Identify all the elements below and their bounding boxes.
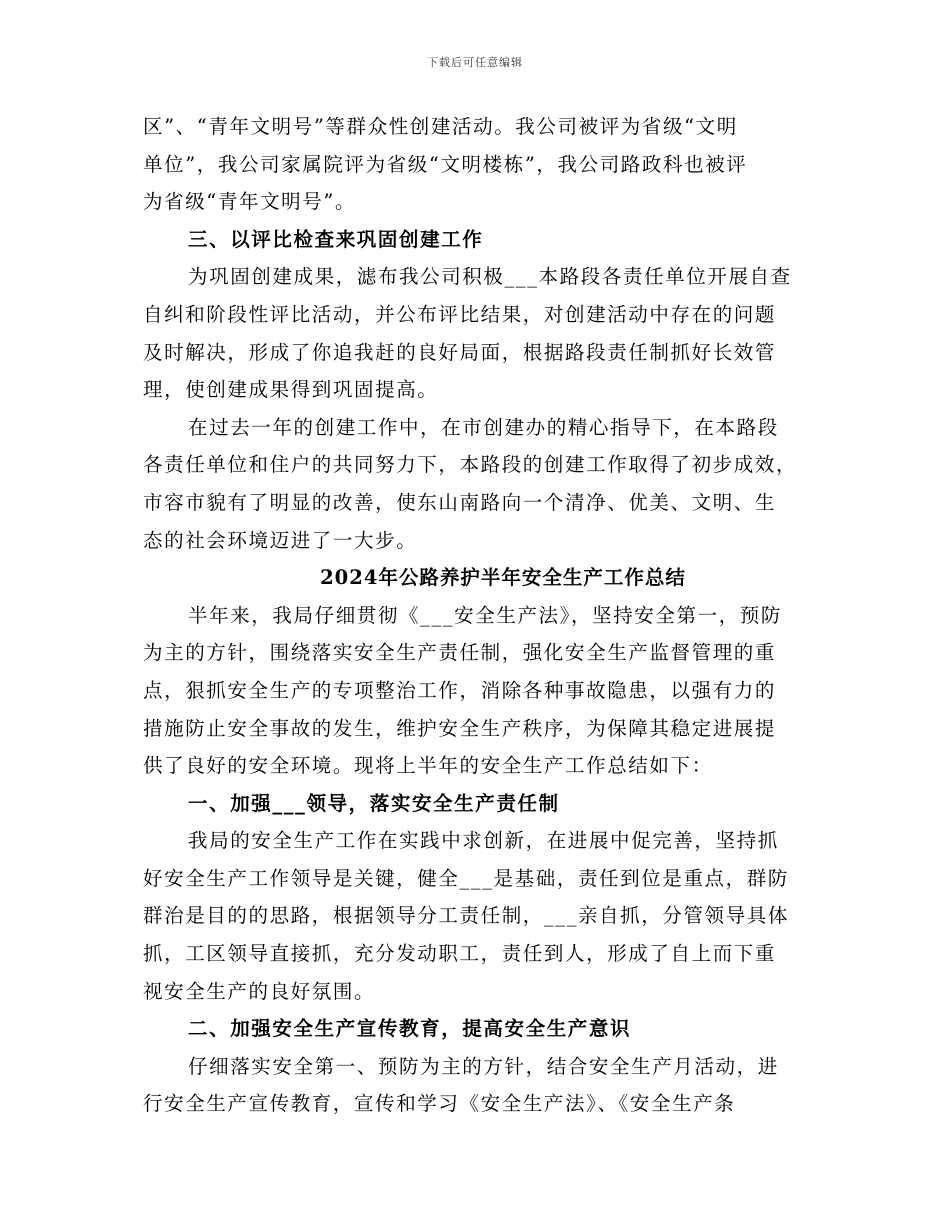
paragraph-line: 自纠和阶段性评比活动，并公布评比结果，对创建活动中存在的问题 bbox=[143, 302, 777, 326]
paragraph bbox=[143, 822, 823, 1010]
paragraph-line: 好安全生产工作领导是关键，健全___是基础，责任到位是重点，群防 bbox=[143, 866, 789, 890]
paragraph-line: 区”、“青年文明号”等群众性创建活动。我公司被评为省级“文明 bbox=[143, 115, 738, 138]
paragraph-line: 半年来，我局仔细贯彻《___安全生产法》，坚持安全第一，预防 bbox=[188, 603, 783, 627]
section-heading: 二、加强安全生产宣传教育，提高安全生产意识 bbox=[188, 1017, 632, 1041]
paragraph-line: 为省级“青年文明号”。 bbox=[143, 190, 357, 214]
paragraph-line: 及时解决，形成了你追我赶的良好局面，根据路段责任制抓好长效管 bbox=[143, 340, 777, 364]
paragraph bbox=[143, 409, 823, 559]
paragraph-line: 单位”，我公司家属院评为省级“文明楼栋”，我公司路政科也被评 bbox=[143, 152, 748, 176]
paragraph-line: 措施防止安全事故的发生，维护安全生产秩序，为保障其稳定进展提 bbox=[143, 716, 777, 740]
paragraph-line: 抓，工区领导直接抓，充分发动职工，责任到人，形成了自上而下重 bbox=[143, 942, 777, 966]
paragraph-line: 为巩固创建成果，滤布我公司积极___本路段各责任单位开展自查 bbox=[188, 265, 792, 289]
paragraph-line: 群治是目的的思路，根据领导分工责任制，___亲自抓，分管领导具体 bbox=[143, 904, 789, 928]
paragraph-line: 各责任单位和住户的共同努力下，本路段的创建工作取得了初步成效， bbox=[143, 453, 798, 477]
page-header: 下载后可任意编辑 bbox=[427, 56, 523, 69]
paragraph bbox=[143, 597, 823, 785]
paragraph-line: 仔细落实安全第一、预防为主的方针，结合安全生产月活动，进 bbox=[188, 1054, 779, 1078]
paragraph-line: 供了良好的安全环境。现将上半年的安全生产工作总结如下： bbox=[143, 754, 713, 778]
paragraph-line: 我局的安全生产工作在实践中求创新，在进展中促完善，坚持抓 bbox=[188, 829, 779, 853]
paragraph-line: 在过去一年的创建工作中，在市创建办的精心指导下，在本路段 bbox=[188, 415, 779, 439]
paragraph-line: 行安全生产宣传教育，宣传和学习《安全生产法》、《安全生产条 bbox=[143, 1092, 736, 1116]
paragraph bbox=[143, 258, 823, 408]
paragraph-line: 视安全生产的良好氛围。 bbox=[143, 979, 376, 1003]
paragraph bbox=[143, 1048, 823, 1123]
document-body bbox=[143, 108, 823, 1123]
section-heading: 三、以评比检查来巩固创建工作 bbox=[188, 227, 484, 251]
document-title: 2024年公路养护半年安全生产工作总结 bbox=[320, 566, 686, 590]
paragraph-line: 态的社会环境迈进了一大步。 bbox=[143, 528, 418, 552]
paragraph bbox=[143, 108, 823, 221]
paragraph-line: 理，使创建成果得到巩固提高。 bbox=[143, 378, 439, 402]
paragraph-line: 市容市貌有了明显的改善，使东山南路向一个清净、优美、文明、生 bbox=[143, 490, 777, 514]
section-heading: 一、加强___领导，落实安全生产责任制 bbox=[188, 791, 560, 815]
paragraph-line: 为主的方针，围绕落实安全生产责任制，强化安全生产监督管理的重 bbox=[143, 641, 777, 665]
paragraph-line: 点，狠抓安全生产的专项整治工作，消除各种事故隐患，以强有力的 bbox=[143, 678, 777, 702]
